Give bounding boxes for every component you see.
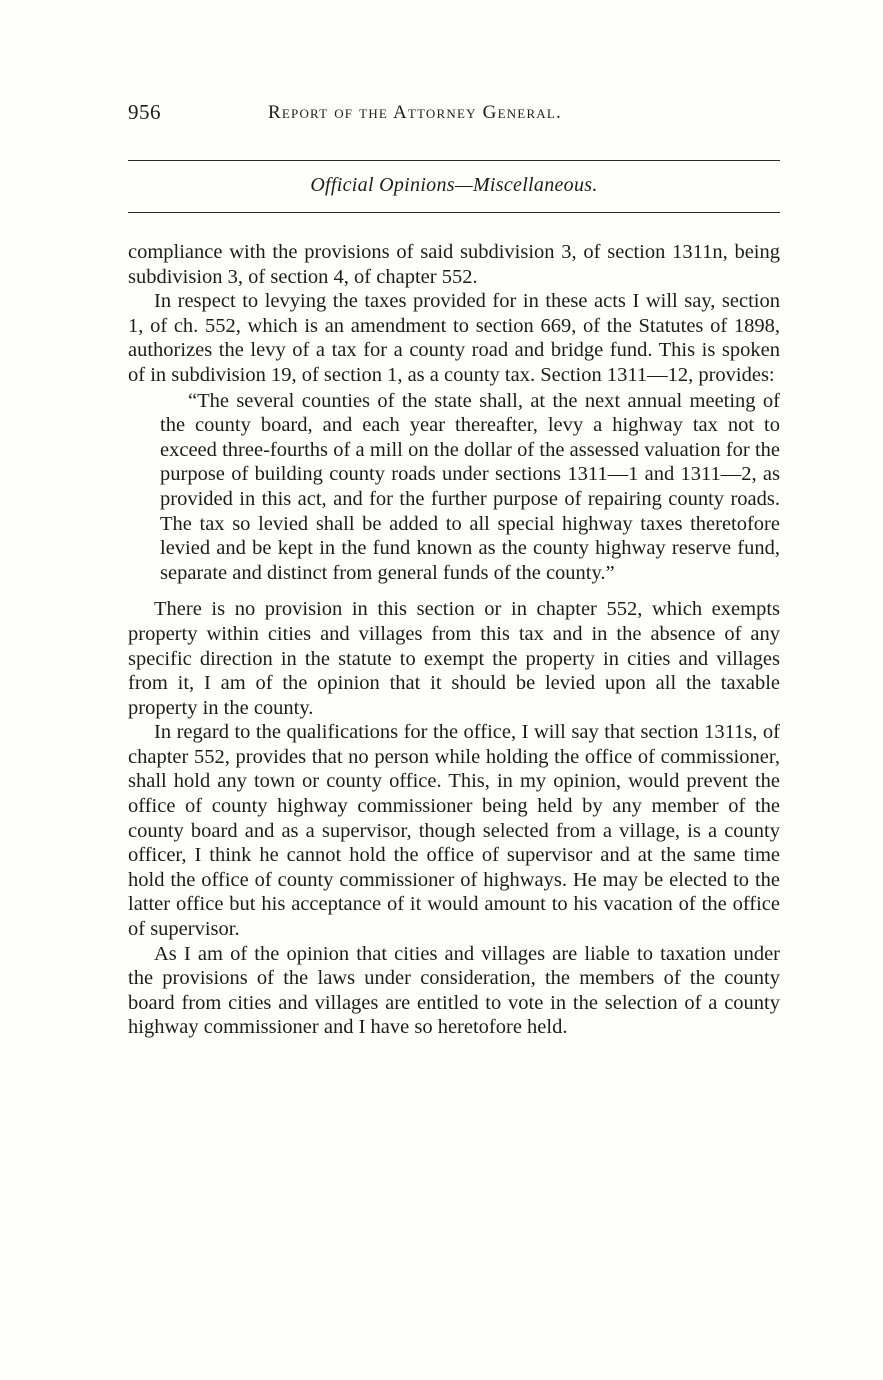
running-title: Report of the Attorney General. xyxy=(268,102,562,123)
paragraph-conclusion: As I am of the opinion that cities and villages are liable to taxation under the provisions of the laws under consideration, the members of the county board from cities and villages are entitled to vote in the selection of a county highway commissioner and I have so heretofore held. xyxy=(128,942,780,1039)
top-rule xyxy=(128,160,780,161)
paragraph-no-exemption: There is no provision in this section or in chapter 552, which exempts property within cities and villages from this tax and in the absence of any specific direction in the statute to exempt the property in cities and villages from it, I am of the opinion that it should be levied upon all the taxable property in the county. xyxy=(128,598,780,719)
paragraph-qualifications: In regard to the qualifications for the office, I will say that section 1311s, of chapter 552, provides that no person while holding the office of commissioner, shall hold any town or county office. This, in my opinion, would prevent the office of county highway commissioner being held by any member of the county board and as a supervisor, though selected from a village, is a county officer, I think he cannot hold the office of supervisor and at the same time hold the office of county commissioner of highways. He may be elected to the latter office but his acceptance of it would amount to his vacation of the office of supervisor. xyxy=(128,721,780,941)
running-head xyxy=(128,100,780,130)
paragraph-continuation: compliance with the provisions of said subdivision 3, of section 1311n, being subdivision 3, of section 4, of chapter 552. xyxy=(128,241,780,288)
page-number: 956 xyxy=(128,100,161,124)
body-text xyxy=(128,240,780,1040)
paragraph-levying-taxes: In respect to levying the taxes provided for in these acts I will say, section 1, of ch. 552, which is an amendment to section 669, of the Statutes of 1898, authorizes the levy of a tax for a county road and bridge fund. This is spoken of in subdivision 19, of section 1, as a county tax. Section 1311—12, provides: xyxy=(128,290,780,386)
block-quote-statute: “The several counties of the state shall, at the next annual meeting of the county board, and each year thereafter, levy a highway tax not to exceed three-fourths of a mill on the dollar of the assessed valuation for the purpose of building county roads under sections 1311—1 and 1311—2, as provided in this act, and for the further purpose of repairing county roads. The tax so levied shall be added to all special highway taxes theretofore levied and be kept in the fund known as the county highway reserve fund, separate and distinct from general funds of the county.” xyxy=(160,389,780,584)
section-heading: Official Opinions—Miscellaneous. xyxy=(310,174,598,196)
bottom-rule xyxy=(128,212,780,213)
